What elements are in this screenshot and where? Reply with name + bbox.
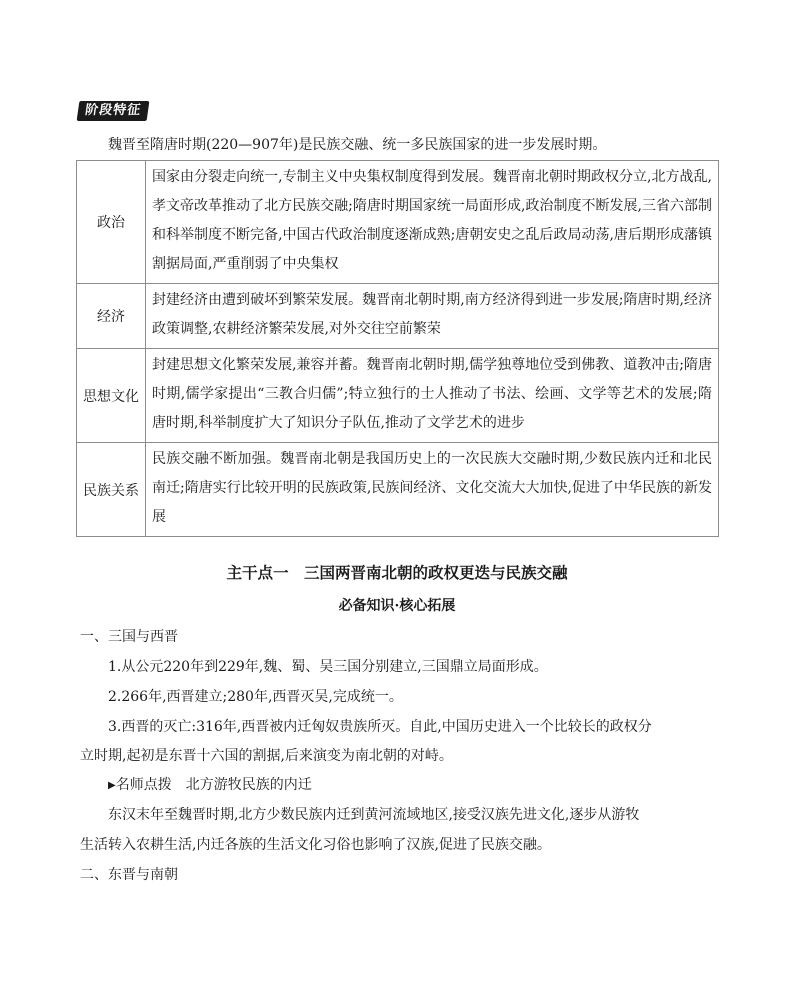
section-subtitle: 必备知识·核心拓展: [338, 598, 456, 614]
section-title: 主干点一 三国两晋南北朝的政权更迭与民族交融: [226, 563, 568, 582]
stage-features-table: [76, 160, 719, 537]
table-row: [77, 161, 719, 284]
table-row: [77, 443, 719, 537]
row-text-politics: 国家由分裂走向统一,专制主义中央集权制度得到发展。魏晋南北朝时期政权分立,北方战乱,孝文帝改革推动了北方民族交融;隋唐时期国家统一局面形成,政治制度不断发展,三省六部制和科举制度不断完备,中国古代政治制度逐渐成熟;唐朝安史之乱后政局动荡,唐后期形成藩镇割据局面,严重削弱了中央集权: [146, 161, 719, 284]
heading-eastern-jin: 二、东晋与南朝: [80, 867, 178, 883]
row-key-ethnic-relations: 民族关系: [77, 443, 146, 537]
heading-three-kingdoms: 一、三国与西晋: [80, 629, 178, 645]
tip-paragraph-continuation: 生活转入农耕生活,内迁各族的生活文化习俗也影响了汉族,促进了民族交融。: [80, 837, 551, 853]
list-item: 1.从公元220年到229年,魏、蜀、吴三国分别建立,三国鼎立局面形成。: [108, 659, 548, 675]
list-item: 3.西晋的灭亡:316年,西晋被内迁匈奴贵族所灭。自此,中国历史进入一个比较长的政权分: [108, 719, 652, 735]
stage-features-badge: 阶段特征: [77, 101, 150, 121]
teacher-tip: [108, 774, 312, 797]
tip-paragraph: 东汉末年至魏晋时期,北方少数民族内迁到黄河流域地区,接受汉族先进文化,逐步从游牧: [108, 807, 640, 823]
triangle-marker-icon: ▶: [108, 780, 116, 791]
list-item: 2.266年,西晋建立;280年,西晋灭吴,完成统一。: [108, 689, 403, 705]
list-item-continuation: 立时期,起初是东晋十六国的割据,后来演变为南北朝的对峙。: [80, 748, 453, 764]
row-text-ethnic-relations: 民族交融不断加强。魏晋南北朝是我国历史上的一次民族大交融时期,少数民族内迁和北民南迁;隋唐实行比较开明的民族政策,民族间经济、文化交流大大加快,促进了中华民族的新发展: [146, 443, 719, 537]
teacher-tip-label: 名师点拨 北方游牧民族的内迁: [115, 777, 312, 793]
row-key-culture: 思想文化: [77, 349, 146, 443]
table-row: [77, 284, 719, 349]
table-row: [77, 349, 719, 443]
intro-paragraph: 魏晋至隋唐时期(220—907年)是民族交融、统一多民族国家的进一步发展时期。: [108, 137, 607, 153]
row-key-economy: 经济: [77, 284, 146, 349]
row-text-economy: 封建经济由遭到破坏到繁荣发展。魏晋南北朝时期,南方经济得到进一步发展;隋唐时期,经济政策调整,农耕经济繁荣发展,对外交往空前繁荣: [146, 284, 719, 349]
row-key-politics: 政治: [77, 161, 146, 284]
row-text-culture: 封建思想文化繁荣发展,兼容并蓄。魏晋南北朝时期,儒学独尊地位受到佛教、道教冲击;隋唐时期,儒学家提出“三教合归儒”;特立独行的士人推动了书法、绘画、文学等艺术的发展;隋唐时期,科举制度扩大了知识分子队伍,推动了文学艺术的进步: [146, 349, 719, 443]
